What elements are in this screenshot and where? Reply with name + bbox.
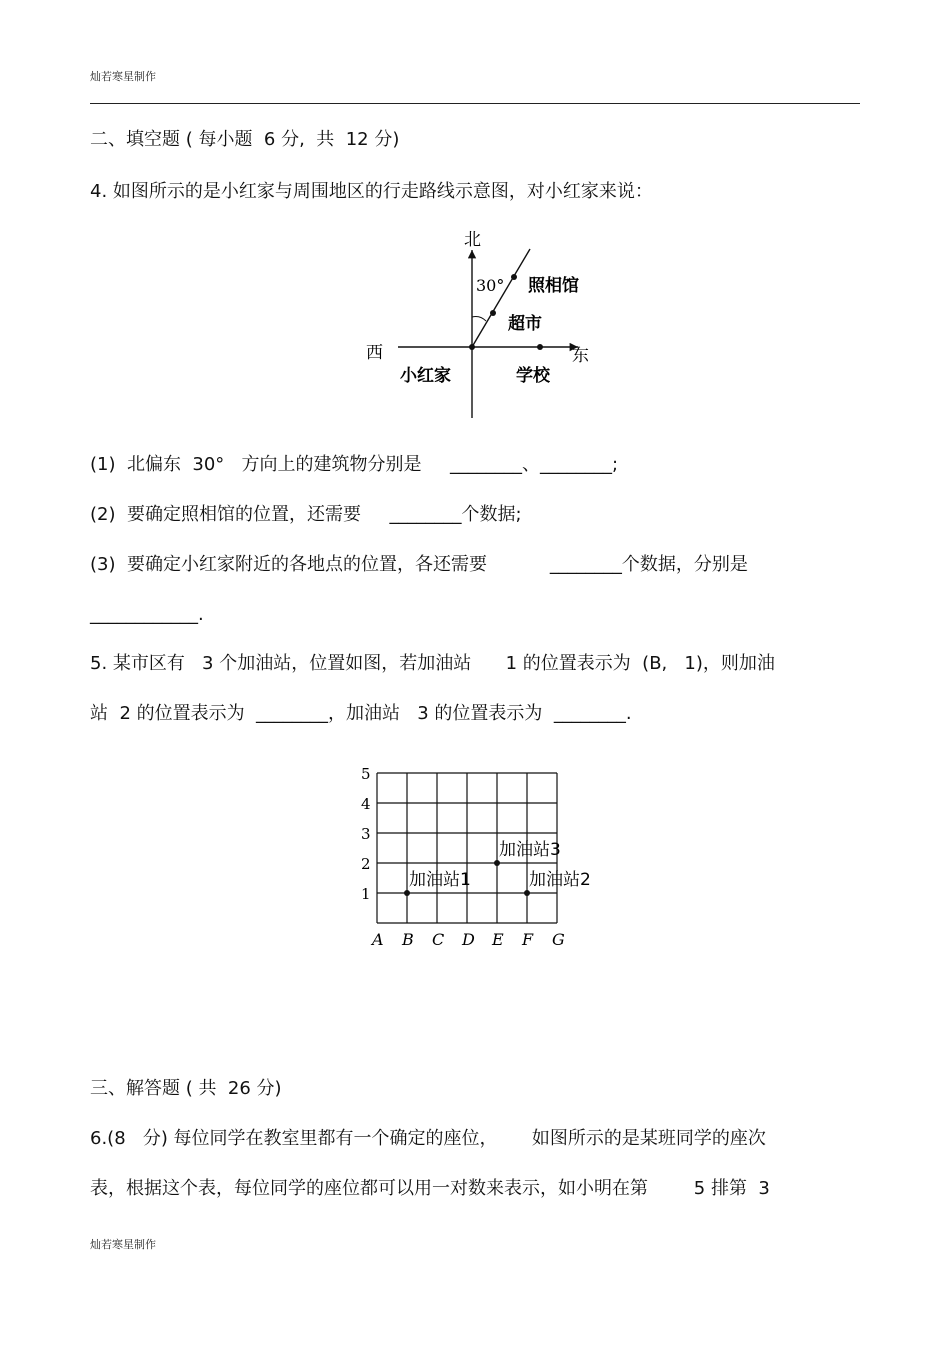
station-label: 加油站2 — [529, 870, 591, 890]
station-label: 加油站3 — [499, 840, 561, 860]
angle-arc — [472, 317, 486, 322]
school-label: 学校 — [516, 366, 550, 386]
station-dot — [524, 890, 530, 896]
q4-part-1: (1) 北偏东 30° 方向上的建筑物分别是 ________、________; — [90, 454, 619, 475]
x-tick-label: F — [522, 930, 534, 948]
q4-part-3: (3) 要确定小红家附近的各地点的位置，各还需要 ________个数据，分别是 — [90, 554, 748, 575]
x-tick-label: G — [552, 930, 565, 948]
school-dot — [537, 344, 543, 350]
photo-studio-dot — [511, 274, 517, 280]
page-header: 灿若寒星制作 — [90, 70, 156, 83]
q5-line-2: 站 2 的位置表示为 ________，加油站 3 的位置表示为 ________. — [90, 703, 632, 724]
station-label: 加油站1 — [409, 870, 471, 890]
home-label: 小红家 — [400, 366, 451, 386]
y-tick-label: 1 — [361, 885, 371, 903]
header-rule — [90, 103, 860, 104]
direction-diagram — [360, 225, 600, 425]
supermarket-label: 超市 — [508, 314, 542, 334]
page-footer: 灿若寒星制作 — [90, 1238, 156, 1251]
angle-label: 30° — [476, 276, 505, 295]
station-dot — [494, 860, 500, 866]
gas-station-grid — [355, 758, 605, 948]
west-label: 西 — [366, 343, 383, 363]
q4-stem: 4. 如图所示的是小红家与周围地区的行走路线示意图，对小红家来说： — [90, 181, 653, 202]
y-tick-label: 4 — [361, 795, 371, 813]
y-tick-label: 2 — [361, 855, 371, 873]
q4-part-2: (2) 要确定照相馆的位置，还需要 ________个数据; — [90, 504, 522, 525]
photo-studio-label: 照相馆 — [528, 276, 579, 296]
section-3-title: 三、解答题 ( 共 26 分) — [90, 1078, 282, 1099]
x-tick-label: E — [492, 930, 504, 948]
x-tick-label: C — [432, 930, 445, 948]
x-tick-label: A — [372, 930, 384, 948]
q6-line-2: 表，根据这个表，每位同学的座位都可以用一对数来表示，如小明在第 5 排第 3 — [90, 1178, 770, 1199]
x-tick-label: D — [462, 930, 475, 948]
station-dot — [404, 890, 410, 896]
q5-line-1: 5. 某市区有 3 个加油站，位置如图，若加油站 1 的位置表示为 (B, 1)，则加油 — [90, 653, 775, 674]
east-label: 东 — [572, 346, 589, 366]
q4-part-3-blank: ____________. — [90, 604, 204, 625]
y-tick-label: 5 — [361, 765, 371, 783]
home-dot — [469, 344, 475, 350]
y-tick-label: 3 — [361, 825, 371, 843]
x-tick-label: B — [402, 930, 414, 948]
q6-line-1: 6.(8 分) 每位同学在教室里都有一个确定的座位， 如图所示的是某班同学的座次 — [90, 1128, 766, 1149]
supermarket-dot — [490, 310, 496, 316]
section-2-title: 二、填空题 ( 每小题 6 分, 共 12 分) — [90, 129, 400, 150]
north-label: 北 — [464, 230, 481, 250]
